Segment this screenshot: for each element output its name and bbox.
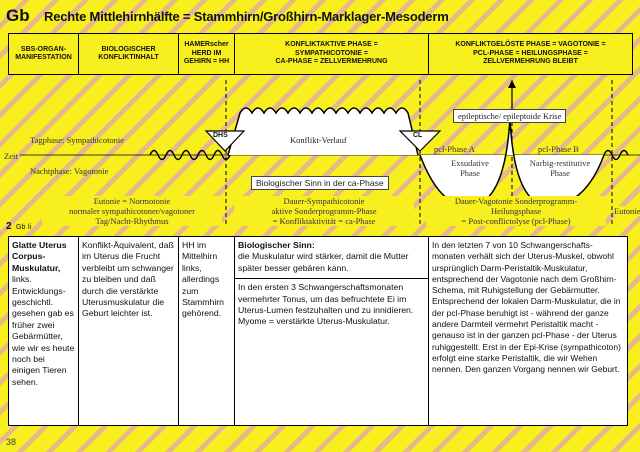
header-hh: HAMERscher HERD IM GEHIRN = HH (179, 34, 235, 74)
zeit-label: Zeit (4, 151, 18, 161)
header-ca-phase: KONFLIKTAKTIVE PHASE = SYMPATHICOTONIE = CA-PHASE = ZELLVERMEHRUNG (235, 34, 429, 74)
hh-text: HH im Mittelhirn links, allerdings zum Stammhirn gehörend. (182, 240, 224, 319)
phase-header-table (8, 33, 633, 75)
conflict-cell (79, 237, 179, 425)
pcl-a-label: pcl-Phase A (434, 144, 475, 154)
pcl-phase-cell (429, 237, 627, 425)
ca-phase-curve (228, 108, 418, 155)
page-title: Rechte Mittlehirnhälfte = Stammhirn/Großhirn-Marklager-Mesoderm (44, 9, 449, 24)
header-conflict: BIOLOGISCHER KONFLIKTINHALT (79, 34, 179, 74)
exsudative-label: Exsudative Phase (451, 158, 489, 178)
dauer-vagotonie-label: Dauer-Vagotonie Sonderprogramm- Heilungsphase = Post-conflictolyse (pcl-Phase) (426, 196, 606, 226)
pcl-phase-text: In den letzten 7 von 10 Schwangerschafts-monaten verhält sich der Uterus-Muskel, obwohl ursprünglich Darm-Peristaltik-Muskulatur, entsprechend der Vagotonie nach dem Großhirn-Schema, mit Ruhigstellung der Gebärmutter. Entsprechend der lokalen Darm-Muskulatur, die in der pcl-Phase beruhigt ist - während der ganze andere Darmteil vermehrt Peristaltik macht - genauso ist in der ganzen pcl-Phase - der Uterus ruhiggestellt. Erst in der Epi-Krise (sympathicoton) erfolgt eine starke Peristaltik, die wir Wehen nennen. Den ganzen Vorgang nennen wir Geburt. (432, 240, 621, 375)
conflict-text: Konflikt-Äquivalent, daß im Uterus die Frucht verbleibt um schwanger zu bleiben und daß durch die verstärkte Uterusmuskulatur die Geburt leichter ist. (82, 240, 174, 319)
dhs-label: DHS (213, 132, 228, 139)
organ-cell (9, 237, 79, 425)
cl-label: CL (413, 132, 423, 139)
nachtphase-label: Nachtphase: Vagotonie (30, 166, 109, 176)
dauer-sympathicotonie-label: Dauer-Sympathicotonie aktive Sonderprogramm-Phase = Konfliktaktivität = ca-Phase (234, 196, 414, 226)
narbig-label: Narbig-restitutive Phase (529, 158, 591, 178)
phase-diagram (0, 78, 640, 232)
hh-cell (179, 237, 235, 425)
section-code: Gb (6, 6, 30, 25)
small-code-li: li (28, 224, 32, 231)
tagphase-label: Tagphase: Sympathicotonie (30, 135, 125, 145)
page-number: 38 (6, 437, 17, 447)
ca-phase-cell (235, 237, 429, 425)
header-pcl-phase: KONFLIKTGELÖSTE PHASE = VAGOTONIE = PCL-PHASE = HEILUNGSPHASE = ZELLVERMEHRUNG BLEIBT (455, 41, 606, 66)
pcl-b-label: pcl-Phase B (538, 144, 579, 154)
small-code-gb: Gb (16, 224, 26, 231)
epi-krise-label: epileptische/ epileptoide Krise (453, 109, 566, 123)
eutonie-label: Eutonie = Normotonie normaler sympathicotoner/vagotoner Tag/Nacht-Rhythmus (42, 196, 222, 226)
bio-sinn-label: Biologischer Sinn in der ca-Phase (251, 176, 389, 190)
organ-text: links. Entwicklungs-geschichtl. gesehen gab es früher zwei Gebärmütter, wie wir es heute noch bei einigen Tieren sehen. (12, 274, 75, 387)
organ-title: Glatte Uterus Corpus-Muskulatur, (12, 240, 67, 273)
ca-phase-subtext: In den ersten 3 Schwangerschaftsmonaten vermehrter Tonus, um das befruchtete Ei im Uterus-Lumen festzuhalten und zu innidieren. Myome = verstärkte Uterus-Muskulatur. (235, 278, 428, 328)
konflikt-verlauf-label: Konflikt-Verlauf (290, 135, 347, 145)
bio-sinn-title: Biologischer Sinn: (238, 240, 315, 250)
eutonie-right-label: Eutonie (614, 206, 640, 216)
bio-sinn-text: die Muskulatur wird stärker, damit die Mutter später besser gebären kann. (238, 251, 409, 273)
small-code-number: 2 (6, 221, 12, 232)
header-organ: SBS-ORGAN- MANIFESTATION (9, 34, 79, 74)
epi-arrowhead (508, 80, 516, 88)
description-table (8, 236, 628, 426)
